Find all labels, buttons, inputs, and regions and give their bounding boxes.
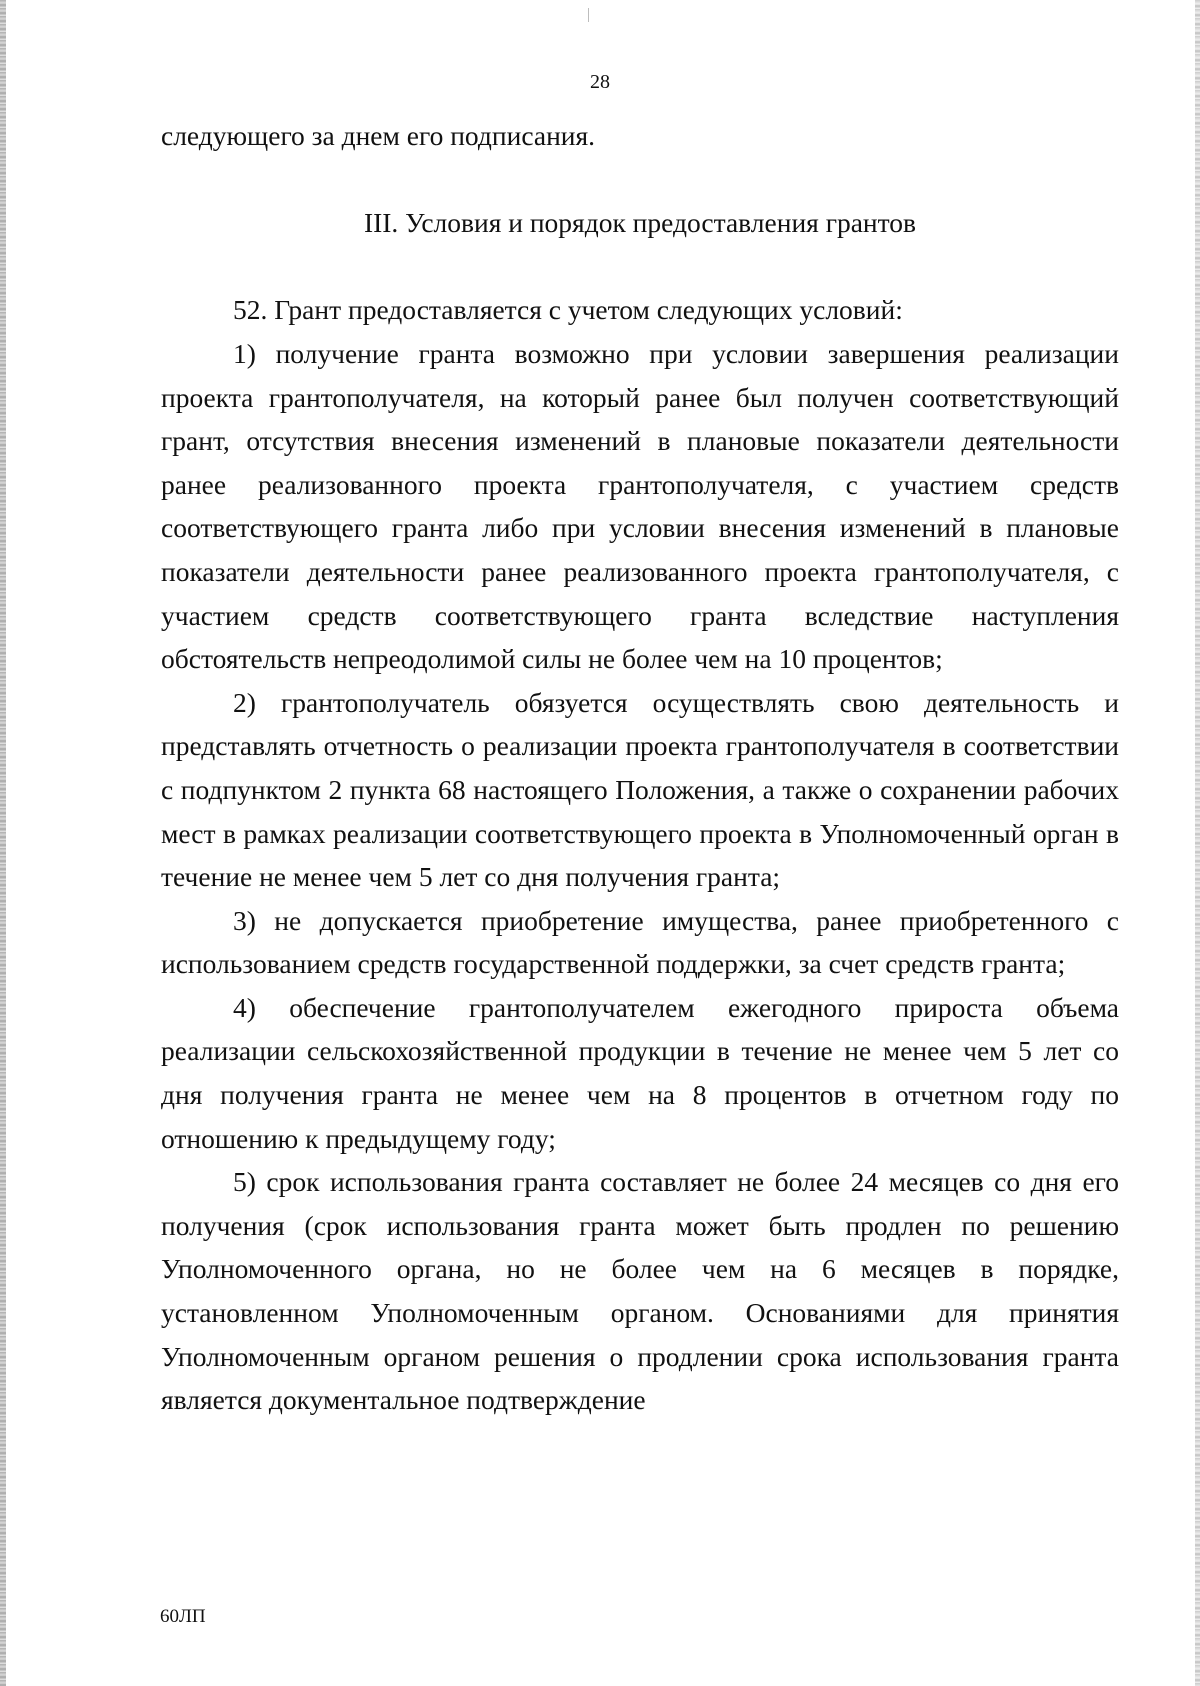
scan-edge-right xyxy=(1195,0,1200,1686)
document-code: 60ЛП xyxy=(160,1606,206,1627)
carryover-paragraph: следующего за днем его подписания. xyxy=(161,120,596,151)
section-heading: III. Условия и порядок предоставления грантов xyxy=(363,207,917,239)
scan-mark xyxy=(588,8,589,22)
list-item-5: 5) срок использования гранта составляет не более 24 месяцев со дня его получения (срок использования гранта может быть продлен по решению Уполномоченного органа, но не более чем на 6 месяцев в порядке, установленном Уполномоченным органом. Основаниями для принятия Уполномоченным органом решения о продлении срока использования гранта является документальное подтверждение xyxy=(161,1166,1119,1416)
scan-edge-left xyxy=(0,0,6,1686)
paragraph-52-intro: 52. Грант предоставляется с учетом следующих условий: xyxy=(233,294,903,326)
document-body xyxy=(161,114,1119,1422)
list-item-3: 3) не допускается приобретение имущества, ранее приобретенного с использованием средств государственной поддержки, за счет средств гранта; xyxy=(161,904,1119,980)
page-number: 28 xyxy=(590,71,610,93)
list-item-4: 4) обеспечение грантополучателем ежегодного прироста объема реализации сельскохозяйственной продукции в течение не менее чем 5 лет со дня получения гранта не менее чем на 8 процентов в отчетном году по отношению к предыдущему году; xyxy=(161,991,1119,1154)
list-item-2: 2) грантополучатель обязуется осуществлять свою деятельность и представлять отчетность о реализации проекта грантополучателя в соответствии с подпунктом 2 пункта 68 настоящего Положения, а также о сохранении рабочих мест в рамках реализации соответствующего проекта в Уполномоченный орган в течение не менее чем 5 лет со дня получения гранта; xyxy=(161,686,1119,893)
list-item-1: 1) получение гранта возможно при условии завершения реализации проекта грантополучателя, на который ранее был получен соответствующий грант, отсутствия внесения изменений в плановые показатели деятельности ранее реализованного проекта грантополучателя, с участием средств соответствующего гранта либо при условии внесения изменений в плановые показатели деятельности ранее реализованного проекта грантополучателя, с участием средств соответствующего гранта вследствие наступления обстоятельств непреодолимой силы не более чем на 10 процентов; xyxy=(161,337,1119,675)
